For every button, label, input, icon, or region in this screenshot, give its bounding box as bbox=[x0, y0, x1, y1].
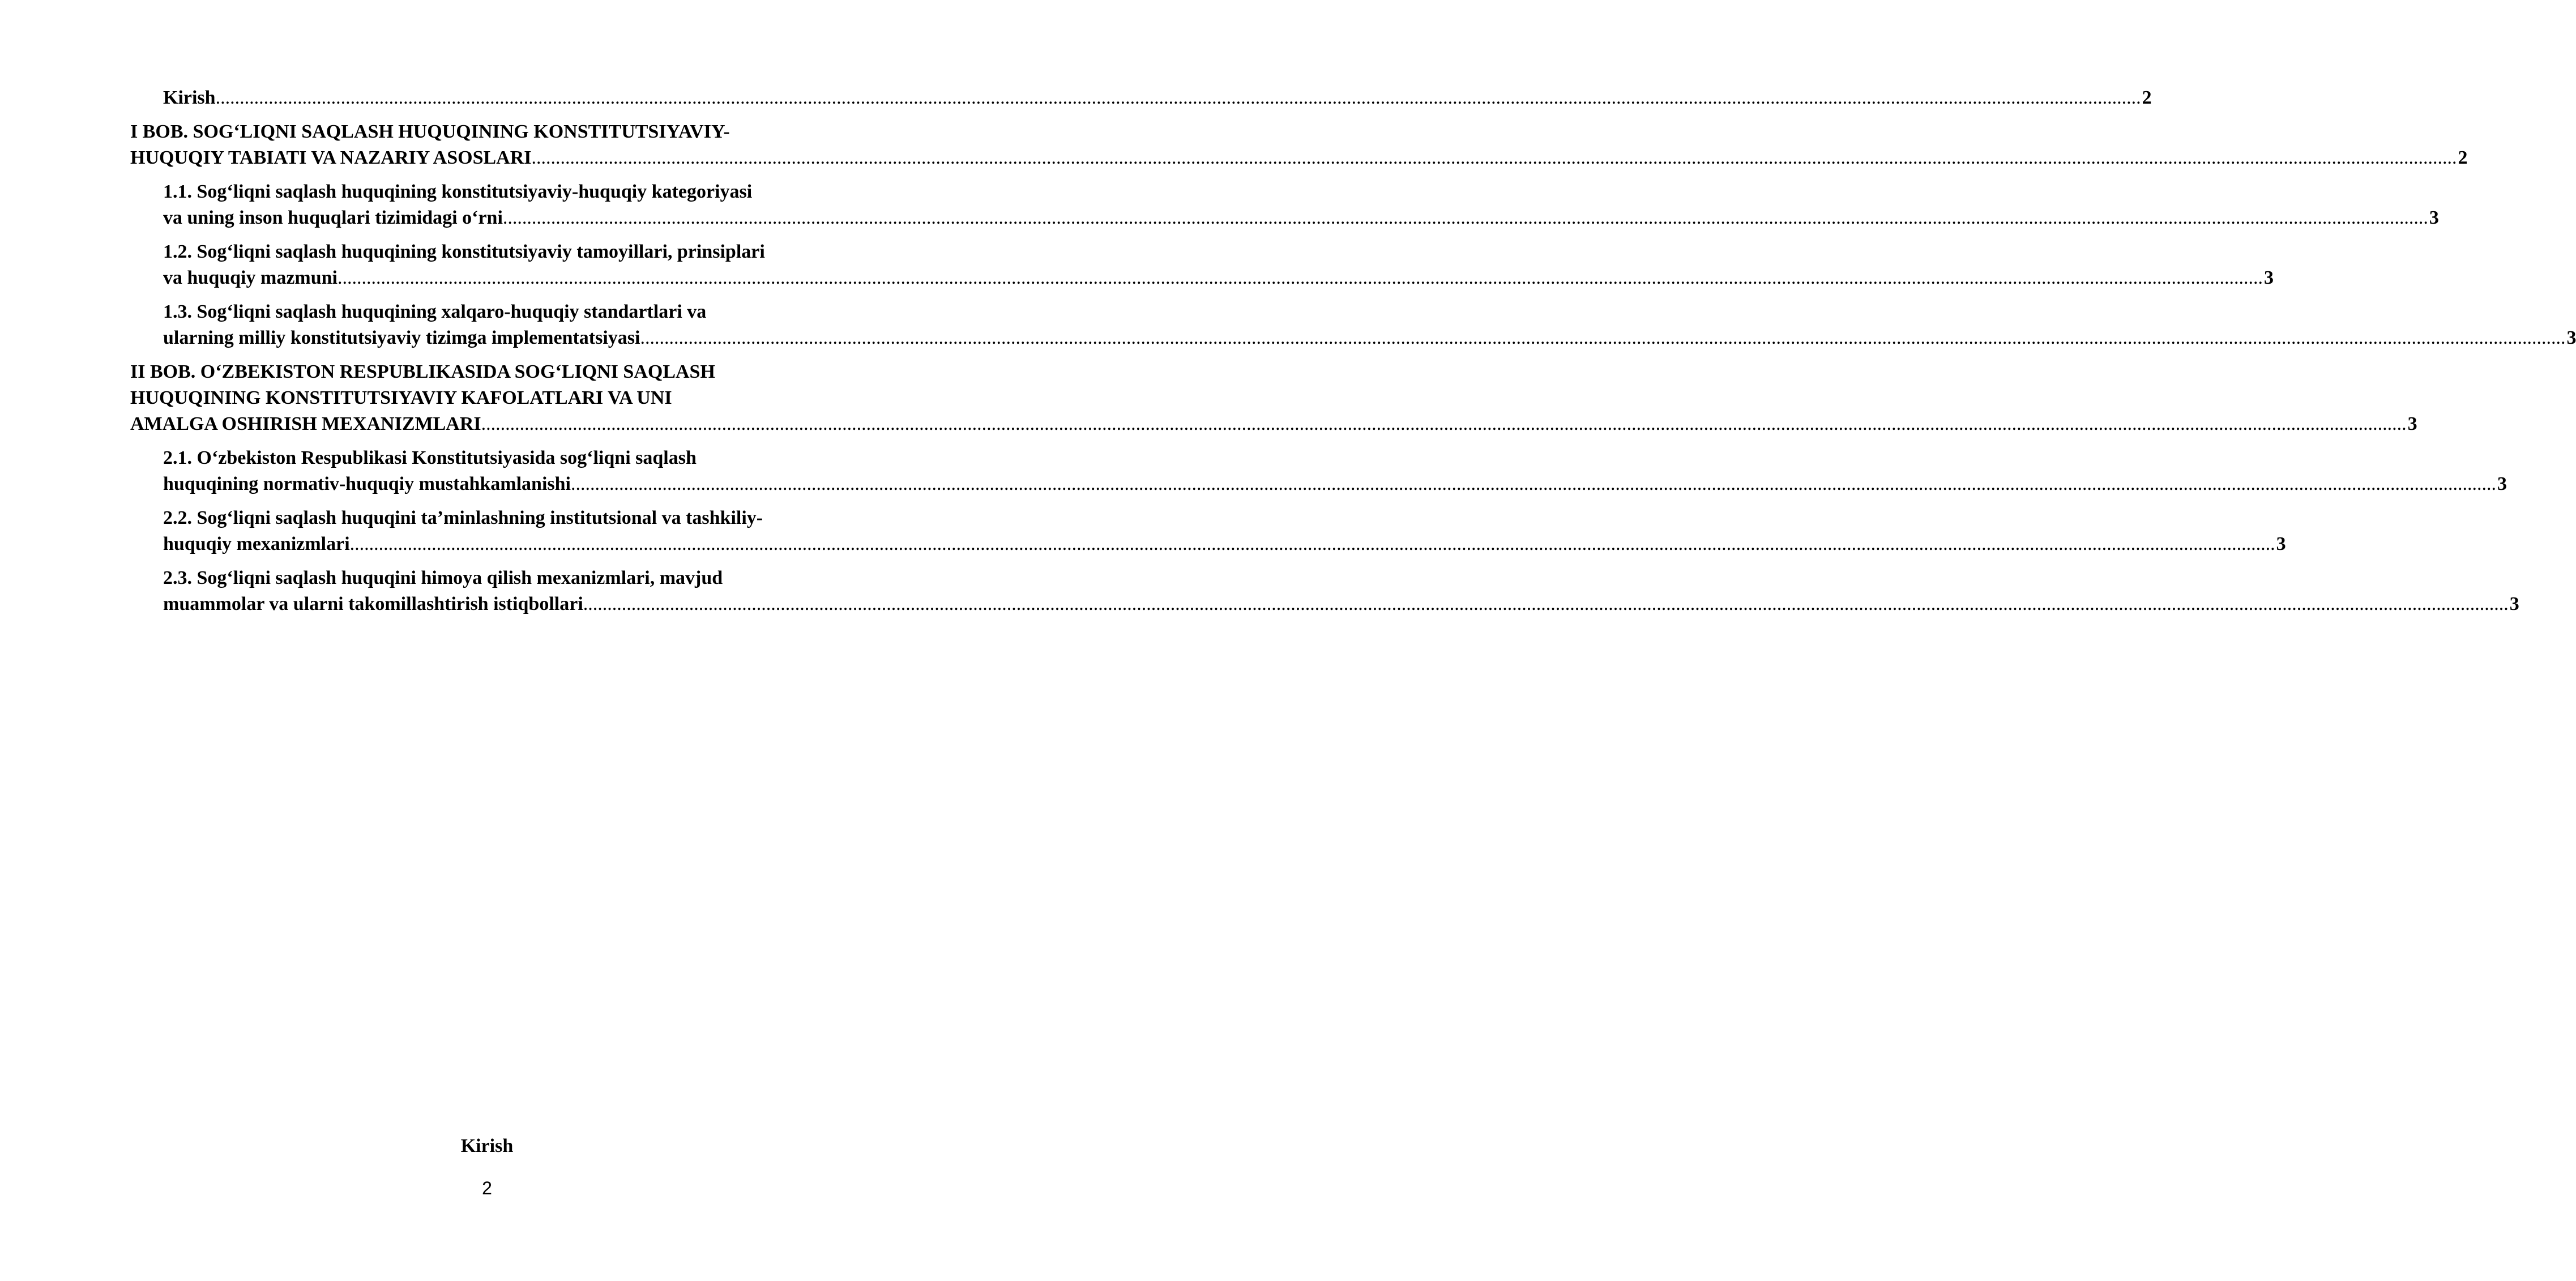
toc-section-entry[interactable] bbox=[130, 565, 2519, 617]
page-number-text: 2 bbox=[482, 1178, 492, 1198]
toc-chapter-entry[interactable] bbox=[130, 359, 2417, 437]
toc-dot-leader: ................................................................................................................................................................................................................................................................................................................................................................................................................ bbox=[349, 533, 2275, 554]
toc-page-number: 2 bbox=[2142, 87, 2152, 108]
toc-entry-title: AMALGA OSHIRISH MEXANIZMLARI bbox=[130, 413, 481, 434]
toc-entry-line: 2.1. O‘zbekiston Respublikasi Konstitutsiyasida sog‘liqni saqlash bbox=[163, 447, 697, 468]
toc-entry-title: muammolar va ularni takomillashtirish istiqbollari bbox=[163, 593, 583, 614]
toc-page-number: 3 bbox=[2264, 267, 2274, 288]
toc-entry-line: 1.2. Sog‘liqni saqlash huquqining konstitutsiyaviy tamoyillari, prinsiplari bbox=[163, 241, 765, 262]
toc-entry-title: ularning milliy konstitutsiyaviy tizimga implementatsiyasi bbox=[163, 327, 640, 348]
toc-entry-line: HUQUQINING KONSTITUTSIYAVIY KAFOLATLARI VA UNI bbox=[130, 387, 672, 408]
toc-entry-line: 1.3. Sog‘liqni saqlash huquqining xalqaro-huquqiy standartlari va bbox=[163, 301, 707, 322]
toc-page-number: 3 bbox=[2497, 473, 2507, 494]
toc-entry-line: 1.1. Sog‘liqni saqlash huquqining konstitutsiyaviy-huquqiy kategoriyasi bbox=[163, 181, 753, 202]
toc-chapter-entry[interactable] bbox=[130, 119, 2468, 171]
toc-entry-last-line bbox=[163, 325, 2576, 351]
toc-page-number: 2 bbox=[2458, 147, 2468, 168]
toc-dot-leader: ................................................................................................................................................................................................................................................................................................................................................................................................................ bbox=[531, 147, 2457, 168]
toc-entry-title: huquqining normativ-huquqiy mustahkamlanishi bbox=[163, 473, 571, 494]
toc-entry-title: va uning inson huquqlari tizimidagi o‘rni bbox=[163, 207, 503, 228]
toc-entry-title: HUQUQIY TABIATI VA NAZARIY ASOSLARI bbox=[130, 147, 532, 168]
toc-entry-last-line bbox=[163, 205, 2439, 231]
toc-entry-last-line bbox=[163, 591, 2519, 617]
toc-dot-leader: ................................................................................................................................................................................................................................................................................................................................................................................................................ bbox=[583, 593, 2509, 614]
toc-page-number: 3 bbox=[2566, 327, 2576, 348]
toc-entry-title: va huquqiy mazmuni bbox=[163, 267, 338, 288]
toc-dot-leader: ................................................................................................................................................................................................................................................................................................................................................................................................................ bbox=[215, 87, 2141, 108]
toc-entry-title: huquqiy mexanizmlari bbox=[163, 533, 350, 554]
toc-section-entry[interactable] bbox=[130, 445, 2507, 497]
toc-page-number: 3 bbox=[2276, 533, 2286, 554]
toc-page-number: 3 bbox=[2429, 207, 2439, 228]
toc-entry-line: II BOB. O‘ZBEKISTON RESPUBLIKASIDA SOG‘LIQNI SAQLASH bbox=[130, 361, 715, 382]
toc-dot-leader: ................................................................................................................................................................................................................................................................................................................................................................................................................ bbox=[481, 413, 2407, 434]
toc-section-entry[interactable] bbox=[130, 179, 2439, 231]
toc-entry-last-line bbox=[163, 531, 2286, 557]
table-of-contents bbox=[130, 85, 2576, 625]
section-heading bbox=[0, 1135, 974, 1157]
toc-entry-line: 2.2. Sog‘liqni saqlash huquqini ta’minlashning institutsional va tashkiliy- bbox=[163, 507, 763, 528]
toc-entry-last-line bbox=[163, 265, 2274, 291]
toc-dot-leader: ................................................................................................................................................................................................................................................................................................................................................................................................................ bbox=[640, 327, 2566, 348]
page-number bbox=[0, 1178, 974, 1199]
toc-entry-last-line bbox=[130, 411, 2417, 437]
toc-entry-title: Kirish bbox=[163, 87, 216, 108]
toc-dot-leader: ................................................................................................................................................................................................................................................................................................................................................................................................................ bbox=[502, 207, 2428, 228]
toc-dot-leader: ................................................................................................................................................................................................................................................................................................................................................................................................................ bbox=[338, 267, 2263, 288]
toc-entry-last-line bbox=[130, 145, 2468, 171]
toc-page-number: 3 bbox=[2509, 593, 2519, 614]
toc-section-entry[interactable] bbox=[130, 85, 2152, 111]
section-heading-text: Kirish bbox=[460, 1135, 514, 1156]
toc-section-entry[interactable] bbox=[130, 239, 2274, 291]
toc-page-number: 3 bbox=[2407, 413, 2417, 434]
toc-entry-line: 2.3. Sog‘liqni saqlash huquqini himoya qilish mexanizmlari, mavjud bbox=[163, 567, 723, 588]
toc-section-entry[interactable] bbox=[130, 299, 2576, 351]
toc-entry-line: I BOB. SOG‘LIQNI SAQLASH HUQUQINING KONSTITUTSIYAVIY- bbox=[130, 121, 730, 142]
toc-dot-leader: ................................................................................................................................................................................................................................................................................................................................................................................................................ bbox=[570, 473, 2496, 494]
toc-entry-last-line bbox=[163, 471, 2507, 497]
toc-section-entry[interactable] bbox=[130, 505, 2286, 557]
toc-entry-last-line bbox=[163, 85, 2152, 111]
